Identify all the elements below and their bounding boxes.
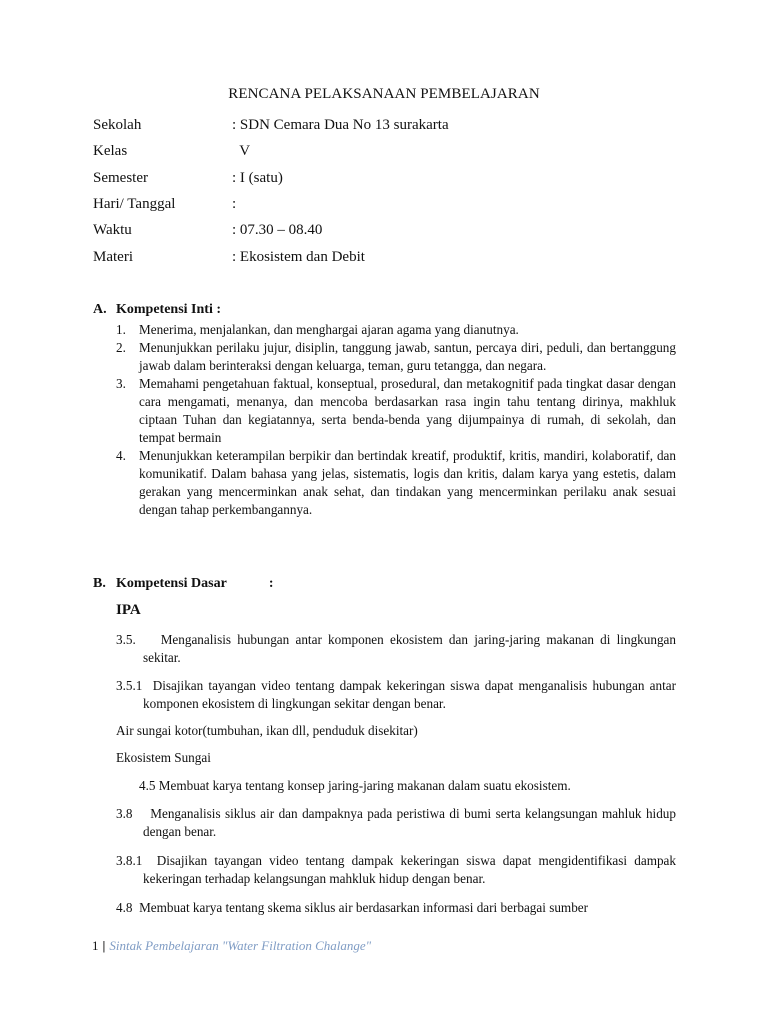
list-item-number: 3. xyxy=(116,376,126,391)
section-letter: A. xyxy=(93,302,107,317)
kompetensi-inti-list xyxy=(116,321,676,519)
list-item xyxy=(116,321,676,339)
list-item-number: 2. xyxy=(116,340,126,355)
kd-paragraph: 3.8.1 Disajikan tayangan video tentang dampak kekeringan siswa dapat mengidentifikasi dampak kekeringan terhadap kelangsungan mahkluk hidup dengan benar. xyxy=(116,853,680,886)
list-item-text: Menunjukkan keterampilan berpikir dan bertindak kreatif, produktif, kritis, mandiri, kolaboratif, dan komunikatif. Dalam bahasa yang jelas, sistematis, logis dan kritis, dalam karya yang estetis, dalam gerakan yang mencerminkan anak sehat, dan tindakan yang mencerminkan perilaku anak sesuai dengan tahap perkembangannya. xyxy=(139,448,676,517)
list-item xyxy=(116,375,676,447)
list-item-text: Menerima, menjalankan, dan menghargai ajaran agama yang dianutnya. xyxy=(139,322,519,337)
info-label: Sekolah xyxy=(93,117,142,133)
list-item xyxy=(116,339,676,375)
page-footer xyxy=(92,938,371,954)
section-title: Kompetensi Inti : xyxy=(116,302,221,317)
info-label: Semester xyxy=(93,170,148,186)
kd-paragraph: 3.5.1 Disajikan tayangan video tentang dampak kekeringan siswa dapat menganalisis hubungan antar komponen ekosistem di lingkungan sekitar dengan benar. xyxy=(116,678,680,711)
info-value: : I (satu) xyxy=(232,170,283,186)
page-number: 1 xyxy=(92,938,99,953)
section-letter: B. xyxy=(93,576,106,591)
kd-paragraph: Air sungai kotor(tumbuhan, ikan dll, penduduk disekitar) xyxy=(116,723,418,738)
subject-heading: IPA xyxy=(116,602,141,618)
info-label: Kelas xyxy=(93,143,128,159)
info-value: : Ekosistem dan Debit xyxy=(232,249,365,265)
section-b-heading xyxy=(93,576,274,592)
info-value: V xyxy=(232,143,251,159)
kd-paragraph: Ekosistem Sungai xyxy=(116,750,211,765)
footer-text: Sintak Pembelajaran "Water Filtration Chalange" xyxy=(109,938,372,953)
section-colon: : xyxy=(268,576,274,591)
kd-paragraph: 4.8 Membuat karya tentang skema siklus air berdasarkan informasi dari berbagai sumber xyxy=(116,900,589,915)
section-a-heading xyxy=(93,302,221,318)
list-item-text: Memahami pengetahuan faktual, konseptual, prosedural, dan metakognitif pada tingkat dasar dengan cara mengamati, menanya, dan mencoba berdasarkan rasa ingin tahu tentang dirinya, makhluk ciptaan Tuhan dan kegiatannya, serta benda-benda yang dijumpainya di rumah, di sekolah, dan tempat bermain xyxy=(139,376,676,445)
document-title: RENCANA PELAKSANAAN PEMBELAJARAN xyxy=(228,86,540,102)
kd-paragraph: 3.5. Menganalisis hubungan antar komponen ekosistem dan jaring-jaring makanan di lingkungan sekitar. xyxy=(116,632,680,665)
info-value: : xyxy=(232,196,237,212)
list-item xyxy=(116,447,676,519)
info-value: : SDN Cemara Dua No 13 surakarta xyxy=(232,117,449,133)
list-item-number: 1. xyxy=(116,322,126,337)
kd-paragraph: 4.5 Membuat karya tentang konsep jaring-jaring makanan dalam suatu ekosistem. xyxy=(139,778,571,793)
kd-paragraph: 3.8 Menganalisis siklus air dan dampaknya pada peristiwa di bumi serta kelangsungan mahluk hidup dengan benar. xyxy=(116,806,680,839)
info-label: Materi xyxy=(93,249,133,265)
info-value: : 07.30 – 08.40 xyxy=(232,222,323,238)
section-title: Kompetensi Dasar xyxy=(116,576,227,591)
list-item-text: Menunjukkan perilaku jujur, disiplin, tanggung jawab, santun, percaya diri, peduli, dan bertanggung jawab dalam berinteraksi dengan keluarga, teman, guru tetangga, dan negara. xyxy=(139,340,676,373)
info-label: Hari/ Tanggal xyxy=(93,196,176,212)
list-item-number: 4. xyxy=(116,448,126,463)
info-label: Waktu xyxy=(93,222,132,238)
footer-separator: | xyxy=(102,938,106,953)
